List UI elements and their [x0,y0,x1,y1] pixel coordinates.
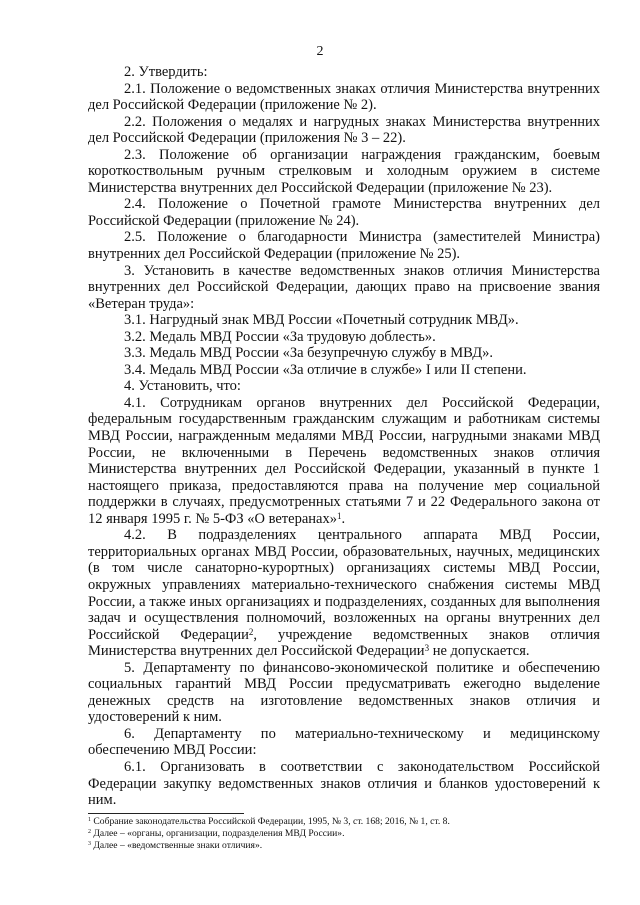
footnote-ref: 1 [336,510,342,521]
paragraph: 2.3. Положение об организации награждения гражданским, боевым короткоствольным ручным стрелковым и холодным оружием в системе Министерства внутренних дел Российской Федерации (приложение № 23). [88,146,600,196]
paragraph: 3.4. Медаль МВД России «За отличие в службе» I или II степени. [124,361,527,378]
footnote: $^1$ Собрание законодательства Российской Федерации, 1995, № 3, ст. 168; 2016, № 1, ст. 8. [88,816,450,827]
paragraph: 2. Утвердить: [124,64,208,80]
footnote-ref: 2 [248,626,254,637]
paragraph: 4.1. Сотрудникам органов внутренних дел Российской Федерации, федеральным государственным гражданским служащим и работникам системы МВД России, награжденным медалями МВД России, нагрудными знаками МВД России, не включенными в Перечень ведомственных знаков отличия Министерства внутренних дел Российской Федерации, указанный в пункте 1 настоящего приказа, предоставляются права на получение мер социальной поддержки в случаях, предусмотренных статьями 7 и 22 Федерального закона от 12 января 1995 г. № 5-ФЗ «О ветеранах»$^1$. [88,394,600,527]
paragraph: 2.4. Положение о Почетной грамоте Министерства внутренних дел Российской Федерации (приложение № 24). [88,196,600,229]
paragraph: 2.5. Положение о благодарности Министра (заместителей Министра) внутренних дел Российской Федерации (приложение № 25). [88,229,600,263]
footnote-separator [88,813,244,814]
footnote-ref: 3 [424,643,430,654]
paragraph: 6. Департаменту по материально-техническому и медицинскому обеспечению МВД России: [88,725,600,759]
document-body [88,64,600,809]
paragraph: 3.3. Медаль МВД России «За безупречную службу в МВД». [124,345,493,362]
paragraph: 6.1. Организовать в соответствии с законодательством Российской Федерации закупку ведомственных знаков отличия и бланков удостоверений к ним. [88,758,600,809]
footnotes [88,816,600,852]
paragraph: 3.1. Нагрудный знак МВД России «Почетный сотрудник МВД». [124,312,519,329]
paragraph: 3. Установить в качестве ведомственных знаков отличия Министерства внутренних дел Российской Федерации, дающих право на присвоение звания «Ветеран труда»: [88,262,600,312]
page-number: 2 [316,44,324,59]
footnote: $^2$ Далее – «органы, организации, подразделения МВД России». [88,828,345,839]
paragraph: 4. Установить, что: [124,378,241,395]
paragraph: 2.1. Положение о ведомственных знаках отличия Министерства внутренних дел Российской Федерации (приложение № 2). [88,80,600,114]
paragraph: 2.2. Положения о медалях и нагрудных знаках Министерства внутренних дел Российской Федерации (приложения № 3 – 22). [88,113,600,147]
footnote: $^3$ Далее – «ведомственные знаки отличия». [88,840,263,851]
paragraph: 4.2. В подразделениях центрального аппарата МВД России, территориальных органах МВД России, образовательных, научных, медицинских (в том числе санаторно-курортных) организациях системы МВД России, окружных управлениях материально-технического снабжения системы МВД России, а также иных организациях и подразделениях, созданных для выполнения задач и осуществления полномочий, возложенных на органы внутренних дел Российской Федерации$^2$, учреждение ведомственных знаков отличия Министерства внутренних дел Российской Федерации$^3$ не допускается. [88,527,600,660]
paragraph: 3.2. Медаль МВД России «За трудовую доблесть». [124,328,436,345]
paragraph: 5. Департаменту по финансово-экономической политике и обеспечению социальных гарантий МВД России предусматривать ежегодно выделение денежных средств на изготовление ведомственных знаков отличия и удостоверений к ним. [88,659,600,726]
